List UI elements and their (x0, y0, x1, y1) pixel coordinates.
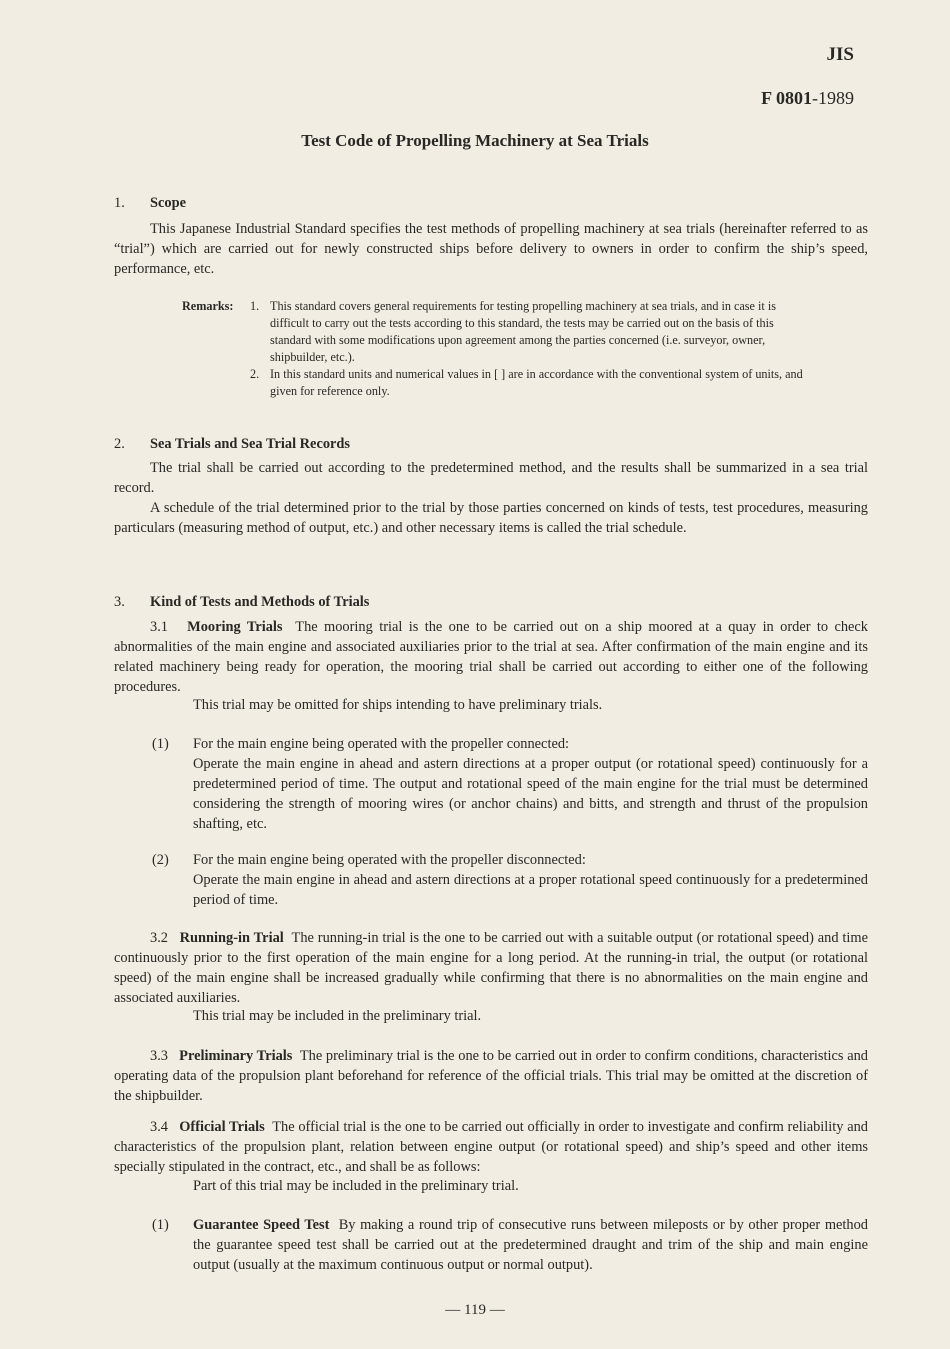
list-lead: For the main engine being operated with the propeller connected: (193, 736, 570, 752)
section-title: Sea Trials and Sea Trial Records (150, 436, 351, 452)
subsection-number: 3.4 (150, 1119, 168, 1135)
subsection-3-1-note: This trial may be omitted for ships intending to have preliminary trials. (193, 697, 603, 713)
list-detail: Operate the main engine in ahead and astern directions at a proper rotational speed continuously for a predetermined period of time. (193, 872, 868, 908)
section-title: Kind of Tests and Methods of Trials (150, 594, 370, 610)
standard-number (761, 88, 854, 109)
list-lead: For the main engine being operated with the propeller disconnected: (193, 852, 586, 868)
list-body (193, 1215, 868, 1275)
subsection-3-3 (114, 1046, 868, 1106)
page-number: — 119 — (445, 1302, 505, 1318)
jis-mark: JIS (826, 44, 854, 65)
list-number: (1) (152, 1217, 169, 1233)
remark-item (182, 366, 807, 400)
subsection-number: 3.3 (150, 1048, 168, 1064)
section-3-heading (114, 592, 868, 612)
section-number: 1. (114, 195, 125, 211)
list-heading: Guarantee Speed Test (193, 1217, 330, 1233)
list-item-guarantee-speed (152, 1215, 868, 1275)
subsection-3-4 (114, 1117, 868, 1177)
subsection-number: 3.1 (150, 619, 168, 635)
section-2-heading (114, 434, 868, 454)
section-number: 2. (114, 436, 125, 452)
remarks-block (182, 298, 807, 400)
subsection-title: Preliminary Trials (179, 1048, 293, 1064)
section-1-heading (114, 193, 868, 213)
page-title: Test Code of Propelling Machinery at Sea Trials (301, 131, 649, 150)
section-2-paragraph-1: The trial shall be carried out according to the predetermined method, and the results shall be summarized in a sea trial record. (114, 460, 868, 496)
remark-number: 2. (250, 367, 260, 381)
remarks-label: Remarks: (182, 299, 234, 313)
subsection-number: 3.2 (150, 930, 168, 946)
section-1-paragraph: This Japanese Industrial Standard specifies the test methods of propelling machinery at sea trials (hereinafter referred to as “trial”) which are carried out for newly constructed ships before delivery to owners in order to confirm the ship’s speed, performance, etc. (114, 221, 868, 277)
list-number: (2) (152, 852, 169, 868)
section-2-paragraph-2: A schedule of the trial determined prior to the trial by those parties concerned on kinds of tests, test procedures, measuring particulars (measuring method of output, etc.) and other necessary items is called the trial schedule. (114, 500, 868, 536)
list-detail: Operate the main engine in ahead and astern directions at a proper output (or rotational speed) continuously for a predetermined period of time. The output and rotational speed of the main engine for the trial must be determined considering the strength of mooring wires (or anchor chains) and bitts, and strength and thrust of the propulsion shafting, etc. (193, 756, 868, 832)
subsection-text: The preliminary trial is the one to be carried out in order to confirm conditions, characteristics and operating data of the propulsion plant beforehand for reference of the official trials. This trial may be omitted at the discretion of the shipbuilder. (114, 1048, 868, 1104)
subsection-text: The running-in trial is the one to be carried out with a suitable output (or rotational speed) and time continuously prior to the first operation of the main engine for a long period. At the running-in trial, the output (or rotational speed) of the main engine shall be increased gradually while confirming that there is no abnormalities on the main engine and associated auxiliaries. (114, 930, 869, 1006)
subsection-3-4-note: Part of this trial may be included in the preliminary trial. (193, 1178, 519, 1194)
section-title: Scope (150, 195, 186, 211)
subsection-3-2-note: This trial may be included in the preliminary trial. (193, 1008, 482, 1024)
list-item-1 (152, 734, 868, 834)
subsection-text: The official trial is the one to be carried out officially in order to investigate and confirm reliability and characteristics of the propulsion plant, relation between engine output (or rotational speed) and ship’s speed and other items specially stipulated in the contract, etc., and shall be as follows: (114, 1119, 869, 1175)
remark-text: This standard covers general requirements for testing propelling machinery at sea trials, and in case it is difficult to carry out the tests according to this standard, the tests may be carried out on the basis of this standard with some modifications upon agreement among the parties concerned (i.e. surveyor, owner, shipbuilder, etc.). (270, 299, 776, 364)
section-number: 3. (114, 594, 125, 610)
list-item-2 (152, 850, 868, 910)
remark-item (182, 298, 807, 366)
list-text: By making a round trip of consecutive runs between mileposts or by other proper method the guarantee speed test shall be carried out at the predetermined draught and trim of the ship and main engine output (usually at the maximum continuous output or normal output). (193, 1217, 868, 1273)
remark-text: In this standard units and numerical values in [ ] are in accordance with the conventional system of units, and given for reference only. (270, 367, 803, 398)
list-number: (1) (152, 736, 169, 752)
subsection-title: Mooring Trials (187, 619, 283, 635)
remark-number: 1. (250, 299, 260, 313)
subsection-text: The mooring trial is the one to be carried out on a ship moored at a quay in order to check abnormalities of the main engine and associated auxiliaries prior to the trial at sea. After confirmation of the main engine and its related machinery being ready for operation, the mooring trial shall be carried out according to either one of the following procedures. (114, 619, 868, 695)
subsection-title: Running-in Trial (179, 930, 284, 946)
subsection-title: Official Trials (179, 1119, 265, 1135)
standard-code: F 0801 (761, 88, 812, 108)
subsection-3-2 (114, 928, 868, 1008)
standard-year: -1989 (812, 88, 854, 108)
subsection-3-1 (114, 617, 868, 697)
